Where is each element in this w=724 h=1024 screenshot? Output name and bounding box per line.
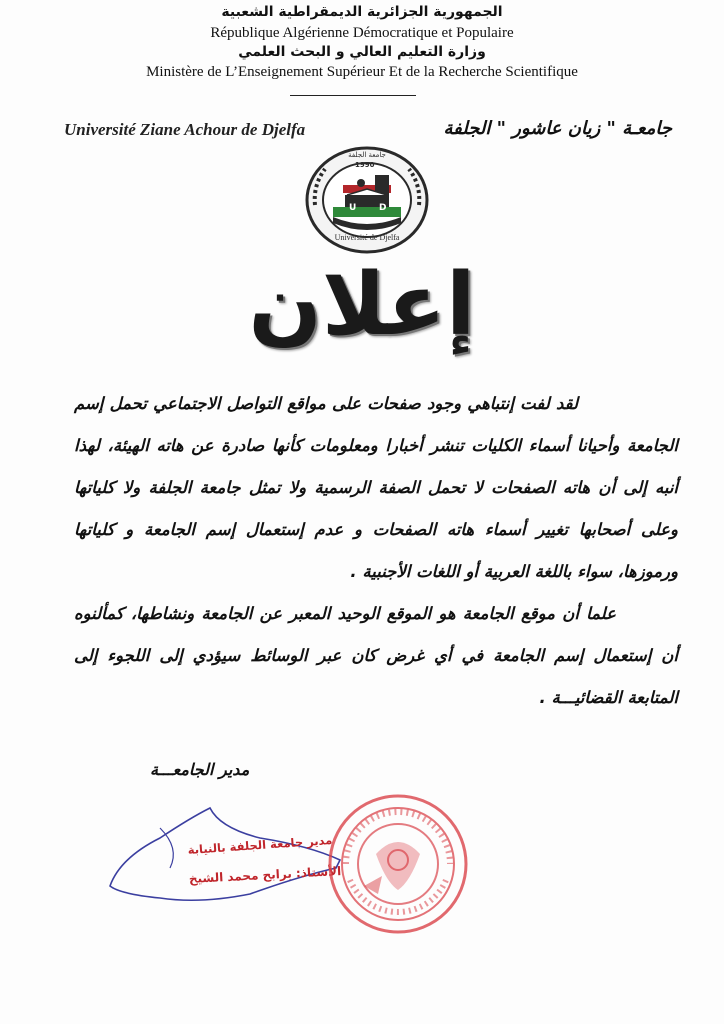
signature-line-1: مدير جامعة الجلفة بالنيابة xyxy=(187,832,333,858)
logo-letter-left: U xyxy=(349,203,357,213)
university-name-french: Université Ziane Achour de Djelfa xyxy=(64,120,306,139)
ministry-arabic: وزارة التعليم العالي و البحث العلمي xyxy=(238,44,486,60)
university-logo xyxy=(303,145,431,255)
announcement-body xyxy=(74,383,678,719)
ministry-french: Ministère de L’Enseignement Supérieur Et de la Recherche Scientifique xyxy=(146,64,578,80)
logo-year: 1990 xyxy=(355,161,375,169)
header-divider xyxy=(290,95,416,96)
official-stamp xyxy=(324,790,472,938)
logo-letter-right: D xyxy=(379,203,387,213)
body-paragraph-2: علما أن موقع الجامعة هو الموقع الوحيد المعبر عن الجامعة ونشاطها، كمألنوه أن إستعمال إسم الجامعة في أي غرض كان عبر الوسائط سيؤدي إلى اللجوء إلى المتابعة القضائيـــة . xyxy=(74,604,678,707)
handwritten-signature xyxy=(100,798,350,908)
republic-arabic: الجمهورية الجزائرية الديمقراطية الشعبية xyxy=(221,4,503,20)
university-name-arabic: جامعـة " زيان عاشور " الجلفة xyxy=(443,118,672,139)
republic-french: République Algérienne Démocratique et Populaire xyxy=(210,25,514,41)
announcement-title: إعلان xyxy=(248,255,476,355)
signatory-title: مدير الجامعـــة xyxy=(150,760,250,779)
logo-top-text: جامعة الجلفة xyxy=(348,151,386,159)
body-paragraph-1: لقد لفت إنتباهي وجود صفحات على مواقع التواصل الاجتماعي تحمل إسم الجامعة وأحيانا أسماء الكليات تنشر أخبارا ومعلومات كأنها صادرة عن هاته الهيئة، لهذا أنبه إلى أن هاته الصفحات لا تحمل الصفة الرسمية ولا تمثل جامعة الجلفة ولا كلياتها وعلى أصحابها تغيير أسماء هاته الصفحات و عدم إستعمال إسم الجامعة و كلياتها ورموزها، سواء باللغة العربية أو اللغات الأجنبية . xyxy=(74,394,678,581)
logo-bottom-text: Université de Djelfa xyxy=(334,233,400,242)
signature-line-2: الأستاذ: برابح محمد الشيخ xyxy=(188,864,342,886)
